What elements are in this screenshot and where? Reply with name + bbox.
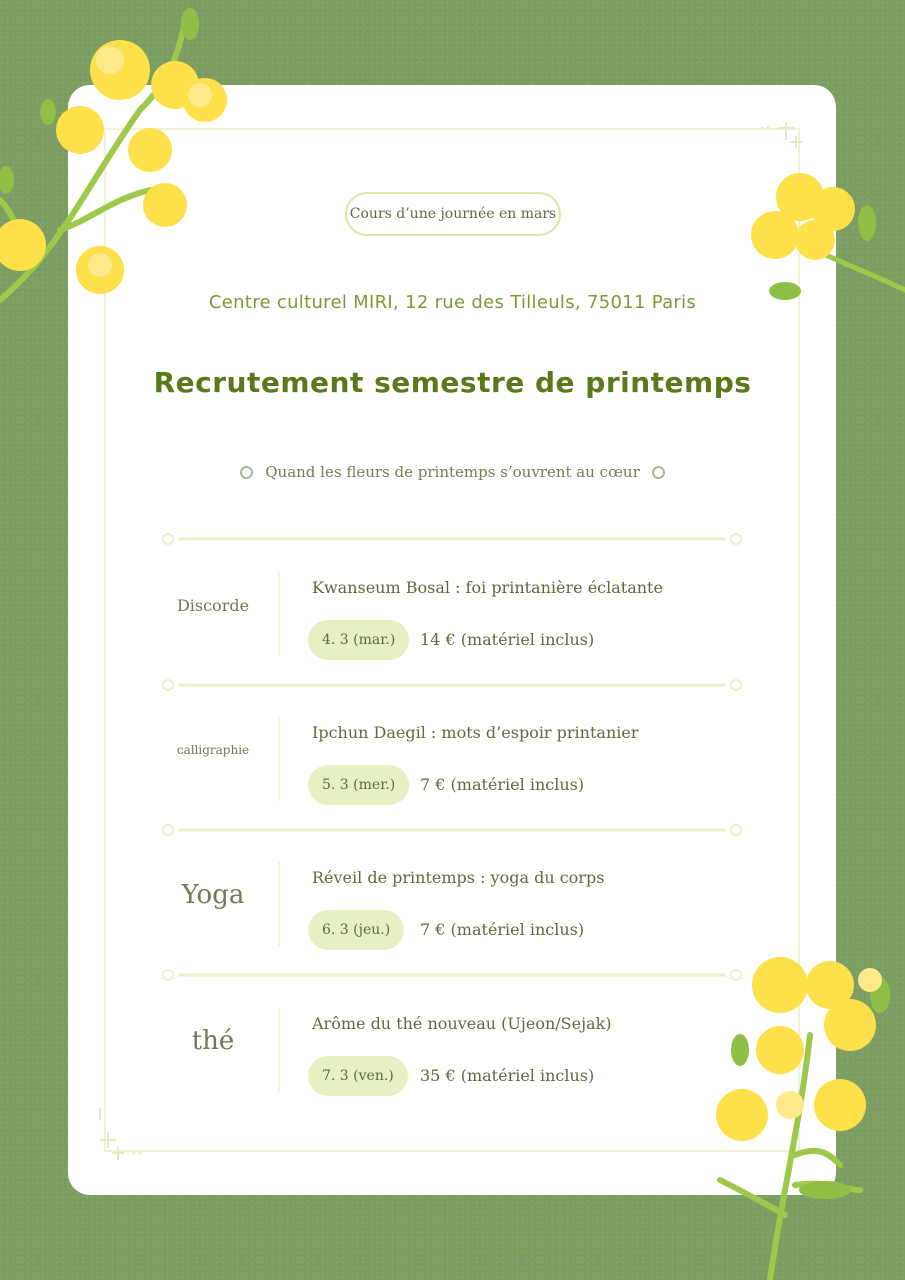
page-title: Recrutement semestre de printemps (153, 366, 752, 399)
date-badge: 7. 3 (ven.) (308, 1056, 408, 1096)
course-price: 7 € (matériel inclus) (420, 920, 585, 939)
course-row (160, 986, 750, 1096)
ornament-divider (158, 531, 746, 547)
flower-cluster-icon (745, 165, 905, 305)
event-badge: Cours d’une journée en mars (345, 192, 561, 236)
ornament-divider (158, 677, 746, 693)
course-name: Ipchun Daegil : mots d’espoir printanier (312, 723, 639, 742)
circle-bullet-icon (240, 466, 253, 479)
ornament-divider (158, 822, 746, 838)
course-category: calligraphie (176, 743, 250, 757)
course-price: 7 € (matériel inclus) (420, 775, 585, 794)
row-separator (278, 572, 280, 656)
corner-ornament-top-right (752, 118, 812, 158)
course-category: thé (191, 1026, 235, 1056)
course-row (160, 695, 750, 805)
corner-ornament-bottom-left (94, 1104, 154, 1164)
course-name: Réveil de printemps : yoga du corps (312, 868, 605, 887)
venue-address: Centre culturel MIRI, 12 rue des Tilleuls, 75011 Paris (208, 292, 697, 313)
flower-branch-icon (700, 955, 905, 1280)
course-category: Yoga (181, 880, 245, 910)
row-separator (278, 862, 280, 946)
ornament-divider (158, 967, 746, 983)
date-badge: 6. 3 (jeu.) (308, 910, 404, 950)
circle-bullet-icon (652, 466, 665, 479)
course-price: 14 € (matériel inclus) (420, 630, 595, 649)
date-badge: 4. 3 (mar.) (308, 620, 409, 660)
course-category: Discorde (176, 595, 250, 615)
flower-branch-icon (0, 0, 260, 330)
subtitle-line (240, 460, 665, 484)
course-price: 35 € (matériel inclus) (420, 1066, 595, 1085)
course-name: Arôme du thé nouveau (Ujeon/Sejak) (312, 1014, 612, 1033)
date-badge: 5. 3 (mer.) (308, 765, 409, 805)
row-separator (278, 1008, 280, 1092)
subtitle: Quand les fleurs de printemps s’ouvrent au cœur (265, 463, 640, 481)
course-row (160, 550, 750, 660)
row-separator (278, 717, 280, 801)
course-name: Kwanseum Bosal : foi printanière éclatante (312, 578, 663, 597)
course-row (160, 840, 750, 950)
